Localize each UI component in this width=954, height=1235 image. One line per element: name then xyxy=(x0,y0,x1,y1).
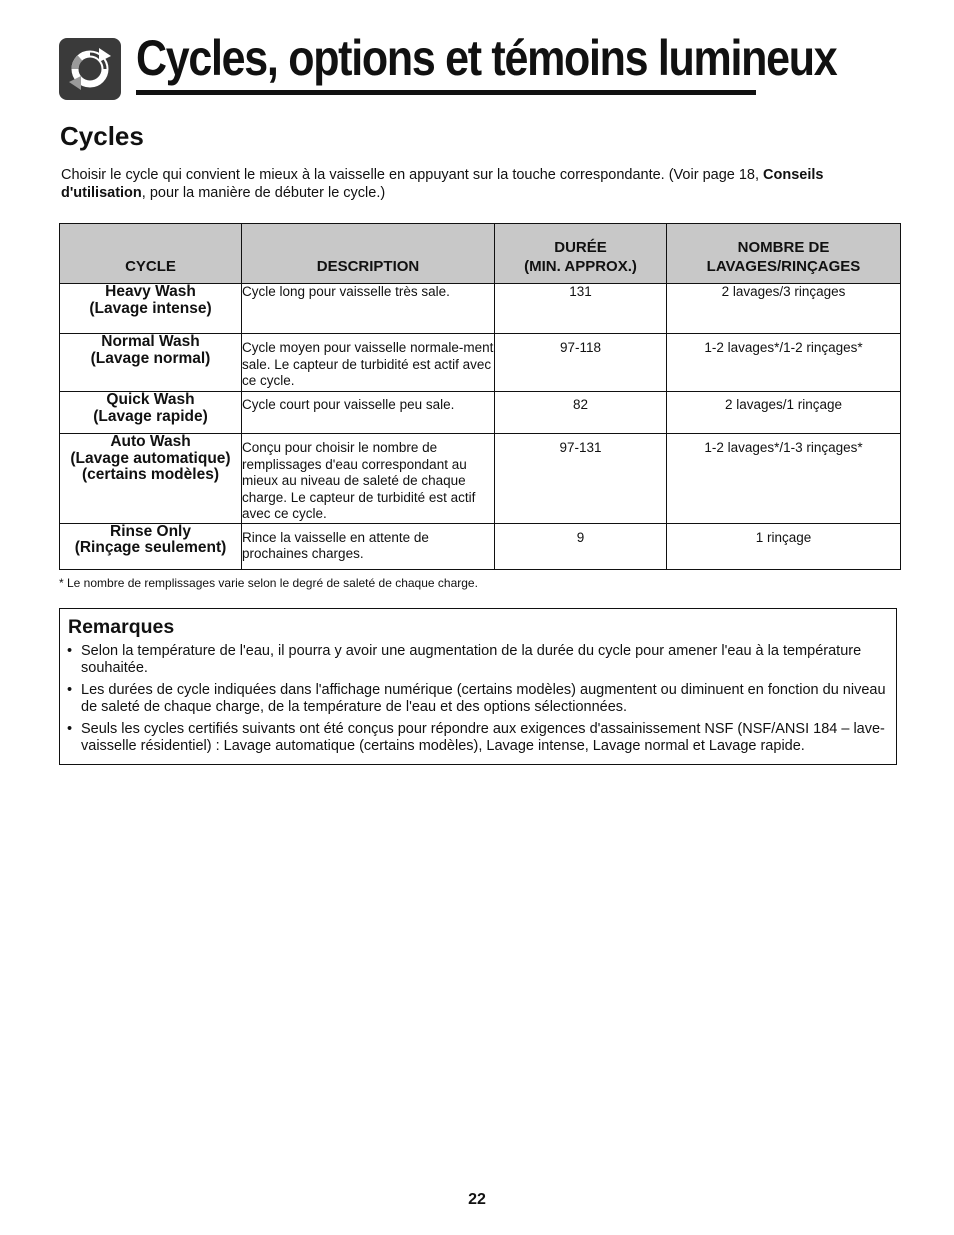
remarks-list xyxy=(67,643,887,760)
cell-duration: 97-118 xyxy=(495,334,667,392)
list-item: • Seuls les cycles certifiés suivants ont été conçus pour répondre aux exigences d'assainissement NSF (NSF/ANSI 184 – lave-vaisselle résidentiel) : Lavage automatique (certains modèles), Lavage intense, Lavage normal et Lavage rapide. xyxy=(67,721,885,754)
cell-description: Cycle moyen pour vaisselle normale-ment sale. Le capteur de turbidité est actif avec ce cycle. xyxy=(242,334,495,392)
cell-duration: 82 xyxy=(495,392,667,434)
cell-description: Cycle long pour vaisselle très sale. xyxy=(242,284,495,334)
page-number: 22 xyxy=(468,1191,486,1208)
table-row xyxy=(60,334,901,392)
table-row xyxy=(60,434,901,524)
cell-duration: 97-131 xyxy=(495,434,667,524)
cell-cycle: Rinse Only (Rinçage seulement) xyxy=(60,523,242,569)
cycles-table xyxy=(59,223,901,570)
cell-description: Cycle court pour vaisselle peu sale. xyxy=(242,392,495,434)
intro-text: Choisir le cycle qui convient le mieux à la vaisselle en appuyant sur la touche correspondante. (Voir page 18, xyxy=(61,167,764,183)
table-row xyxy=(60,523,901,569)
page-title: Cycles, options et témoins lumineux xyxy=(136,30,837,86)
bullet-icon: • xyxy=(67,721,73,737)
list-item: • Les durées de cycle indiquées dans l'affichage numérique (certains modèles) augmentent ou diminuent en fonction du niveau de saleté de chaque charge, de la température de l'eau et des options sélectionnées. xyxy=(67,682,886,715)
cell-duration: 131 xyxy=(495,284,667,334)
table-row xyxy=(60,392,901,434)
header-duration: DURÉE (MIN. APPROX.) xyxy=(495,224,667,284)
intro-bold-link: Conseils d'utilisation xyxy=(61,167,824,201)
cell-count: 2 lavages/1 rinçage xyxy=(667,392,901,434)
cycle-arrows-icon xyxy=(59,38,121,100)
intro-tail: , pour la manière de débuter le cycle.) xyxy=(141,185,386,201)
bullet-icon: • xyxy=(67,643,73,659)
title-rule xyxy=(136,90,756,95)
cell-description: Conçu pour choisir le nombre de remplissages d'eau correspondant au mieux au niveau de saleté de chaque charge. Le capteur de turbidité est actif avec ce cycle. xyxy=(242,434,495,524)
cell-count: 1-2 lavages*/1-3 rinçages* xyxy=(667,434,901,524)
cell-cycle: Normal Wash (Lavage normal) xyxy=(60,334,242,392)
table-row xyxy=(60,284,901,334)
list-item: • Selon la température de l'eau, il pourra y avoir une augmentation de la durée du cycle pour amener l'eau à la température souhaitée. xyxy=(67,643,862,676)
header-cycle: CYCLE xyxy=(60,224,242,284)
bullet-icon: • xyxy=(67,682,73,698)
cell-count: 1-2 lavages*/1-2 rinçages* xyxy=(667,334,901,392)
cell-cycle: Auto Wash (Lavage automatique) (certains modèles) xyxy=(60,434,242,524)
cell-duration: 9 xyxy=(495,523,667,569)
cell-cycle: Quick Wash (Lavage rapide) xyxy=(60,392,242,434)
cell-count: 2 lavages/3 rinçages xyxy=(667,284,901,334)
table-header-row xyxy=(60,224,901,284)
header-description: DESCRIPTION xyxy=(242,224,495,284)
remarks-box xyxy=(59,608,897,765)
intro-paragraph xyxy=(61,166,891,202)
cell-count: 1 rinçage xyxy=(667,523,901,569)
section-title: Cycles xyxy=(60,121,144,151)
cell-cycle: Heavy Wash (Lavage intense) xyxy=(60,284,242,334)
footnote: * Le nombre de remplissages varie selon le degré de saleté de chaque charge. xyxy=(59,576,478,590)
remarks-title: Remarques xyxy=(68,616,175,638)
cell-description: Rince la vaisselle en attente de prochaines charges. xyxy=(242,523,495,569)
header-count: NOMBRE DE LAVAGES/RINÇAGES xyxy=(667,224,901,284)
